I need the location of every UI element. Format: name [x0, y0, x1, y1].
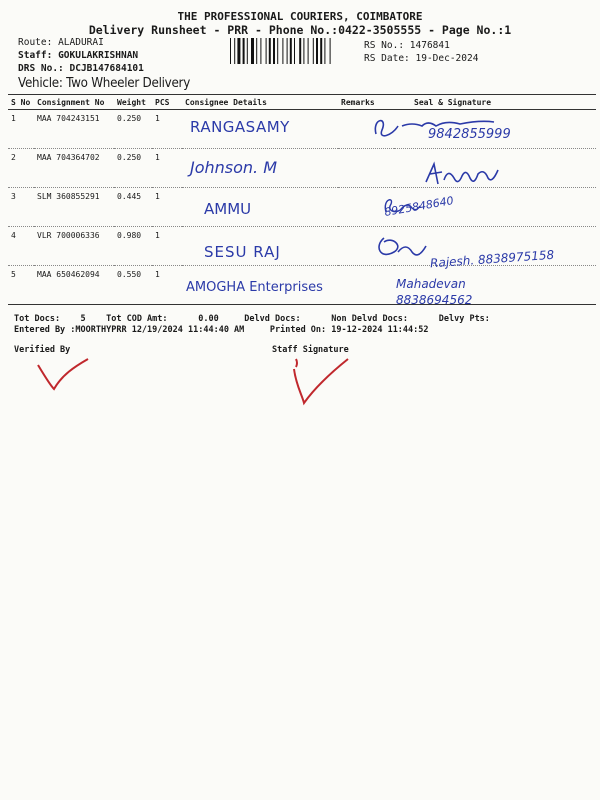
handwritten-phone: 8925848640: [383, 194, 455, 219]
cell-pcs: 1: [152, 188, 182, 227]
red-tick-mark: [284, 355, 354, 407]
col-sno: S No: [8, 95, 34, 110]
staff-signature-label: Staff Signature: [272, 345, 349, 355]
staff-label: Staff:: [18, 50, 53, 61]
col-consignment: Consignment No: [34, 95, 114, 110]
totals-line: Tot Docs: 5 Tot COD Amt: 0.00 Delvd Docs: Non Delvd Docs: Delvy Pts:: [14, 314, 490, 324]
cell-consignment: MAA 704243151: [34, 110, 114, 149]
cell-sno: 5: [8, 266, 34, 305]
handwritten-consignee: Johnson. M: [190, 158, 278, 177]
drs-value: DCJB147684101: [69, 63, 144, 74]
route-label: Route:: [18, 37, 53, 48]
staff-line: [18, 50, 138, 61]
handwritten-consignee: SESU RAJ: [204, 243, 281, 261]
table-header-row: [8, 95, 596, 110]
signature-scribble: [420, 158, 510, 194]
barcode: [230, 38, 358, 64]
signature-scribble: [374, 232, 434, 262]
drs-label: DRS No.:: [18, 63, 64, 74]
cell-pcs: 1: [152, 110, 182, 149]
handwritten-consignee: AMOGHA Enterprises: [186, 280, 323, 295]
cell-weight: 0.980: [114, 227, 152, 266]
runsheet-title: Delivery Runsheet - PRR - Phone No.:0422-3505555 - Page No.:1: [88, 23, 512, 37]
handwritten-consignee: RANGASAMY: [190, 118, 290, 136]
cell-weight: 0.250: [114, 149, 152, 188]
rs-no-value: 1476841: [409, 40, 450, 51]
cell-sno: 4: [8, 227, 34, 266]
col-signature: Seal & Signature: [394, 95, 596, 110]
verified-by-label: Verified By: [14, 345, 71, 355]
handwritten-phone: Rajesh. 8838975158: [429, 247, 555, 271]
drs-line: [18, 63, 144, 74]
cell-pcs: 1: [152, 266, 182, 305]
cell-consignment: VLR 700006336: [34, 227, 114, 266]
col-remarks: Remarks: [338, 95, 394, 110]
company-name: THE PROFESSIONAL COURIERS, COIMBATORE: [177, 10, 423, 23]
rs-no-line: [364, 40, 450, 51]
vehicle-type: Vehicle: Two Wheeler Delivery: [18, 76, 190, 91]
staff-value: GOKULAKRISHNAN: [58, 50, 139, 61]
col-consignee: Consignee Details: [182, 95, 338, 110]
route-value: ALADURAI: [58, 37, 104, 48]
cell-weight: 0.550: [114, 266, 152, 305]
cell-pcs: 1: [152, 149, 182, 188]
rs-date-label: RS Date:: [364, 53, 410, 64]
red-tick-mark: [34, 355, 94, 395]
cell-sno: 2: [8, 149, 34, 188]
rs-no-label: RS No.:: [364, 40, 405, 51]
cell-consignment: MAA 704364702: [34, 149, 114, 188]
rs-date-value: 19-Dec-2024: [415, 53, 479, 64]
col-weight: Weight: [114, 95, 152, 110]
handwritten-phone: Mahadevan 8838694562: [396, 277, 473, 307]
cell-consignment: MAA 650462094: [34, 266, 114, 305]
cell-pcs: 1: [152, 227, 182, 266]
cell-weight: 0.445: [114, 188, 152, 227]
rs-date-line: [364, 53, 478, 64]
cell-sno: 3: [8, 188, 34, 227]
route-line: [18, 37, 104, 48]
handwritten-consignee: AMMU: [204, 200, 252, 218]
cell-weight: 0.250: [114, 110, 152, 149]
entered-by-line: Entered By :MOORTHYPRR 12/19/2024 11:44:40 AM Printed On: 19-12-2024 11:44:52: [14, 325, 429, 335]
col-pcs: PCS: [152, 95, 182, 110]
handwritten-phone: 9842855999: [428, 127, 511, 142]
cell-sno: 1: [8, 110, 34, 149]
cell-consignment: SLM 360855291: [34, 188, 114, 227]
